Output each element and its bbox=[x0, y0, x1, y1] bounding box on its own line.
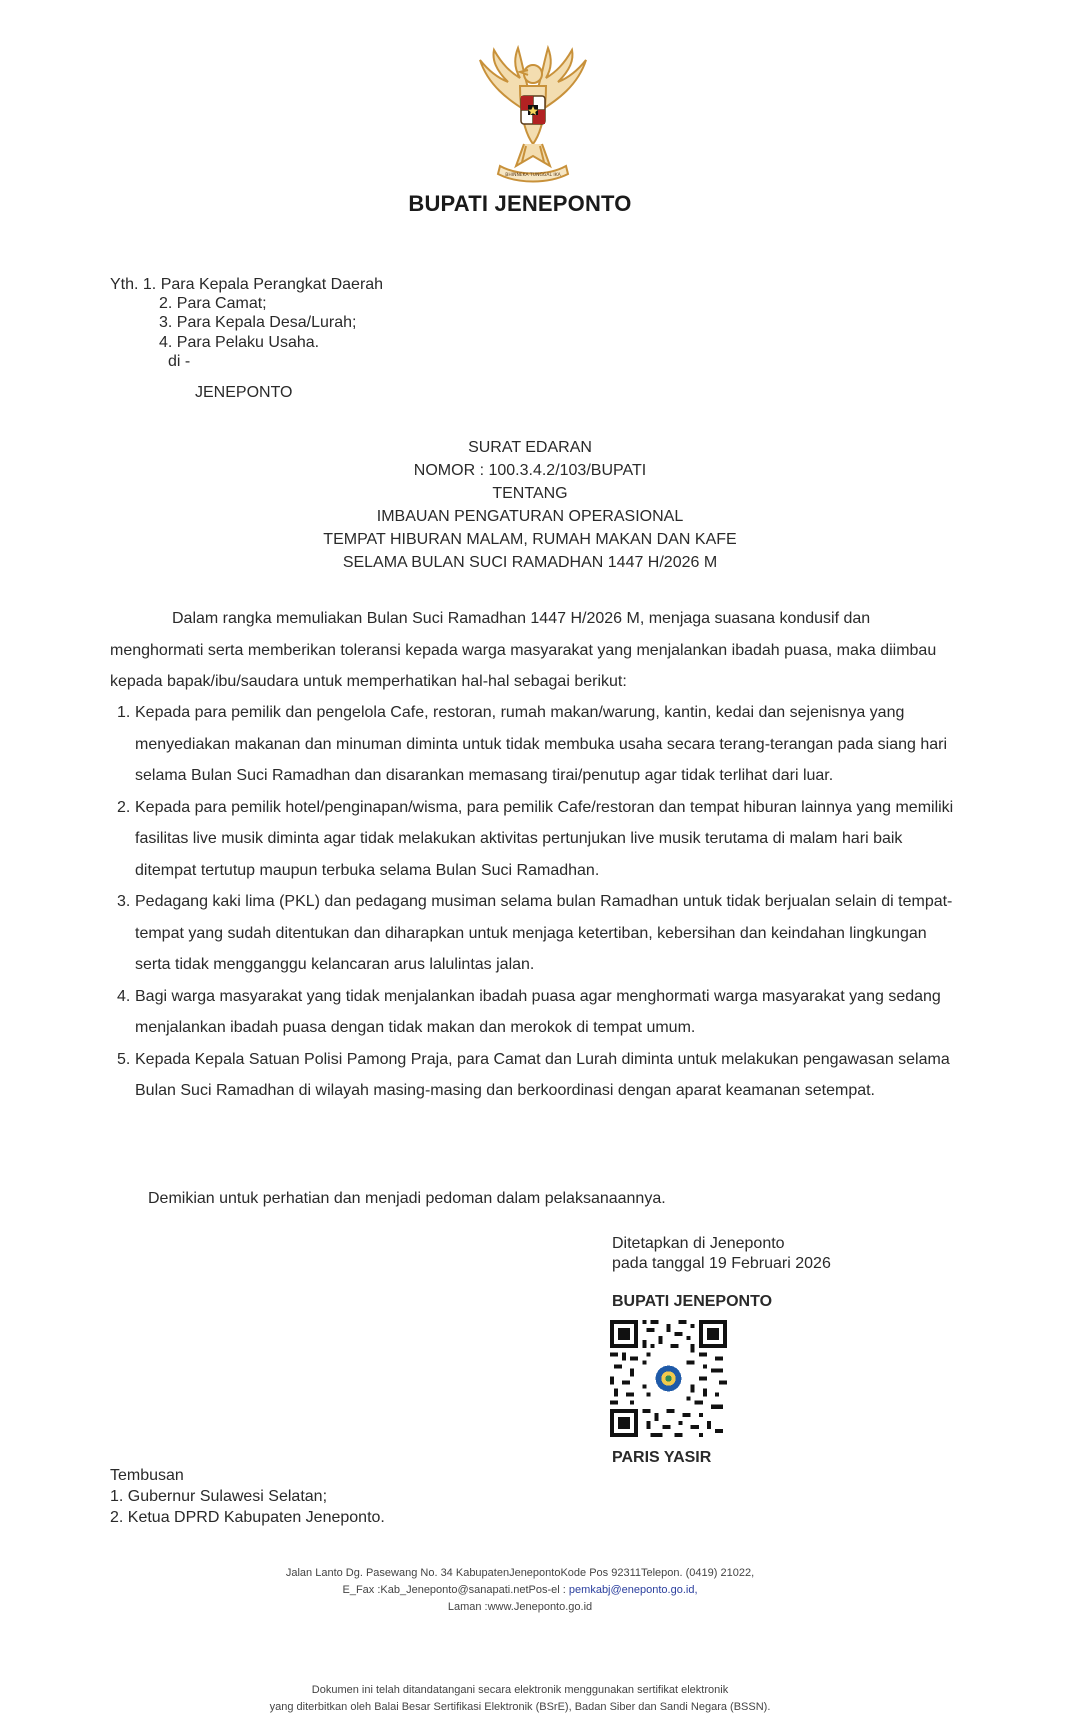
footer-fax-email: E_Fax :Kab_Jeneponto@sanapati.netPos-el : pemkabj@eneponto.go.id, bbox=[342, 1584, 698, 1596]
svg-text:BHINNEKA TUNGGAL IKA: BHINNEKA TUNGGAL IKA bbox=[505, 173, 561, 178]
footer-address: Jalan Lanto Dg. Pasewang No. 34 KabupatenJenepontoKode Pos 92311Telepon. (0419) 21022, bbox=[285, 1567, 755, 1579]
footer-email-link[interactable]: pemkabj@eneponto.go.id, bbox=[568, 1584, 698, 1596]
letter-about: TENTANG bbox=[492, 485, 568, 502]
recipient-line-2: 2. Para Camat; bbox=[159, 295, 267, 312]
letter-subject-3: SELAMA BULAN SUCI RAMADHAN 1447 H/2026 M bbox=[342, 554, 718, 571]
letter-subject-2: TEMPAT HIBURAN MALAM, RUMAH MAKAN DAN KAFE bbox=[323, 531, 737, 548]
list-item: 2. Kepada para pemilik hotel/penginapan/wisma, para pemilik Cafe/restoran dan tempat hiburan lainnya yang memiliki fasilitas live musik diminta agar tidak melakukan aktivitas pertunjukan live musik terutama di malam hari baik ditempat tertutup maupun terbuka selama Bulan Suci Ramadhan. bbox=[117, 798, 954, 879]
garuda-emblem-icon bbox=[458, 40, 608, 190]
recipient-di: di - bbox=[168, 353, 191, 370]
signature-office: BUPATI JENEPONTO bbox=[612, 1293, 773, 1310]
letter-heading bbox=[0, 436, 1060, 574]
list-item: 5. Kepada Kepala Satuan Polisi Pamong Praja, para Camat dan Lurah diminta untuk melakukan pengawasan selama Bulan Suci Ramadhan di wilayah masing-masing dan berkoordinasi dengan aparat keamanan setempat. bbox=[117, 1050, 950, 1099]
esign-line-1: Dokumen ini telah ditandatangani secara elektronik menggunakan sertifikat elektronik bbox=[311, 1684, 729, 1696]
recipient-line-4: 4. Para Pelaku Usaha. bbox=[159, 334, 320, 351]
footer-esign-note bbox=[0, 1682, 1040, 1716]
signer-name: PARIS YASIR bbox=[612, 1449, 712, 1466]
document-title: BUPATI JENEPONTO bbox=[408, 191, 632, 216]
instruction-list bbox=[110, 697, 955, 1107]
recipient-line-3: 3. Para Kepala Desa/Lurah; bbox=[159, 314, 357, 331]
list-item: 4. Bagi warga masyarakat yang tidak menjalankan ibadah puasa agar menghormati warga masyarakat yang sedang menjalankan ibadah puasa dengan tidak makan dan merokok di tempat umum. bbox=[117, 987, 941, 1036]
recipient-line-1: Yth. 1. Para Kepala Perangkat Daerah bbox=[110, 276, 384, 293]
signature-place: Ditetapkan di Jeneponto bbox=[612, 1235, 785, 1252]
carbon-copy-item: 2. Ketua DPRD Kabupaten Jeneponto. bbox=[110, 1509, 385, 1526]
footer-contact bbox=[0, 1565, 1040, 1616]
carbon-copy-block bbox=[110, 1465, 385, 1528]
closing-sentence: Demikian untuk perhatian dan menjadi pedoman dalam pelaksanaannya. bbox=[148, 1190, 666, 1207]
carbon-copy-label: Tembusan bbox=[110, 1467, 184, 1484]
letter-subject-1: IMBAUAN PENGATURAN OPERASIONAL bbox=[376, 508, 684, 525]
signature-date: pada tanggal 19 Februari 2026 bbox=[612, 1255, 831, 1272]
esign-line-2: yang diterbitkan oleh Balai Besar Sertifikasi Elektronik (BSrE), Badan Siber dan Sandi Negara (BSSN). bbox=[269, 1701, 771, 1713]
intro-paragraph: Dalam rangka memuliakan Bulan Suci Ramadhan 1447 H/2026 M, menjaga suasana kondusif dan menghormati serta memberikan toleransi kepada warga masyarakat yang menjalankan ibadah puasa, maka diimbau kepada bapak/ibu/saudara untuk memperhatikan hal-hal sebagai berikut: bbox=[110, 610, 937, 690]
letter-type: SURAT EDARAN bbox=[468, 439, 592, 456]
list-item: 1. Kepada para pemilik dan pengelola Cafe, restoran, rumah makan/warung, kantin, kedai dan sejenisnya yang menyediakan makanan dan minuman diminta untuk tidak membuka usaha secara terang-terangan pada siang hari selama Bulan Suci Ramadhan dan disarankan memasang tirai/penutup agar tidak terlihat dari luar. bbox=[117, 704, 948, 784]
recipient-place: JENEPONTO bbox=[195, 384, 293, 401]
carbon-copy-item: 1. Gubernur Sulawesi Selatan; bbox=[110, 1488, 328, 1505]
footer-website: Laman :www.Jeneponto.go.id bbox=[447, 1601, 593, 1613]
list-item: 3. Pedagang kaki lima (PKL) dan pedagang musiman selama bulan Ramadhan untuk tidak berjualan selain di tempat-tempat yang sudah ditentukan dan diharapkan untuk menjaga ketertiban, kebersihan dan keindahan lingkungan serta tidak mengganggu kelancaran arus lalulintas jalan. bbox=[117, 893, 953, 973]
letter-number: NOMOR : 100.3.4.2/103/BUPATI bbox=[413, 462, 647, 479]
qr-code-icon bbox=[610, 1320, 727, 1437]
